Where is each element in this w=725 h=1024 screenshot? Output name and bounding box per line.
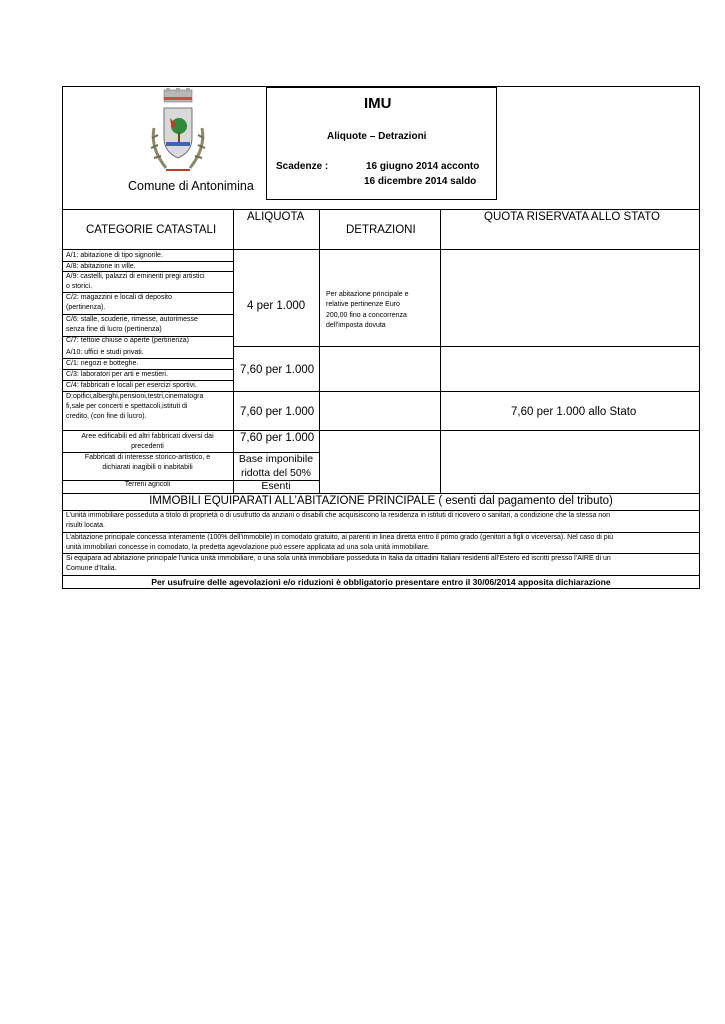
category-item: C/1: negozi e botteghe. [66, 360, 139, 367]
category-item: (pertinenza). [66, 304, 106, 311]
row-label: Fabbricati di interesse storico-artistico, e [84, 454, 211, 461]
category-item: o storici. [66, 283, 93, 290]
equiparati-paragraph: unità immobiliari concesse in comodato, la predetta agevolazione può essere applicata ad una sola unità immobiliare. [66, 544, 430, 551]
deduction-text: relative pertinenze Euro [326, 301, 400, 308]
rate-historic: ridotta del 50% [240, 467, 312, 479]
category-item: C/4: fabbricati e locali per esercizi sportivi. [66, 382, 197, 389]
rate-historic: Base imponibile [238, 453, 314, 465]
deduction-text: Per abitazione principale e [326, 291, 409, 298]
equiparati-paragraph: L’abitazione principale concessa interamente (100% dell’immobile) in comodato gratuito, ai parenti in linea diretta entro il primo grado (genitori a figli o viceversa). Nel caso di più [66, 534, 614, 541]
category-item: C/7: tettoie chiuse o aperte (pertinenza) [66, 337, 189, 344]
state-share-value: 7,60 per 1.000 allo Stato [511, 406, 637, 418]
rate-group-2: 7,60 per 1.000 [240, 364, 315, 376]
category-item: C/2: magazzini e locali di deposito [66, 294, 172, 301]
category-item: credito, (con fine di lucro). [66, 413, 147, 420]
category-item: fi,sale per concerti e spettacoli,istituti di [66, 403, 188, 410]
row-label: precedenti [131, 443, 164, 450]
deduction-text: 200,00 fino a concorrenza [326, 312, 407, 319]
category-item: C/3: laboratori per arti e mestieri. [66, 371, 168, 378]
municipality-name: Comune di Antonimina [128, 179, 254, 193]
column-header-state-share: QUOTA RISERVATA ALLO STATO [484, 211, 660, 223]
coat-of-arms-icon [146, 88, 210, 180]
deduction-text: dell'imposta dovuta [326, 322, 386, 329]
row-label: Terreni agricoli [124, 481, 171, 488]
row-label: dichiarati inagibili o inabitabili [102, 464, 193, 471]
category-item: A/1: abitazione di tipo signorile. [66, 252, 163, 259]
deadline-first: 16 giugno 2014 acconto [366, 161, 480, 172]
column-header-rate: ALIQUOTA [247, 211, 305, 223]
category-item: A/9: castelli, palazzi di eminenti pregi artistici [66, 273, 205, 280]
declaration-footer: Per usufruire delle agevolazioni e/o riduzioni è obbligatorio presentare entro il 30/06/2014 apposita dichiarazione [151, 577, 611, 587]
category-item: C/6: stalle, scuderie, rimesse, autorimesse [66, 316, 198, 323]
column-header-categories: CATEGORIE CATASTALI [86, 224, 217, 236]
category-item: senza fine di lucro (pertinenza) [66, 326, 162, 333]
rate-land: 7,60 per 1.000 [240, 432, 315, 444]
rate-agricultural: Esenti [261, 480, 291, 492]
equiparati-paragraph: L’unità immobiliare posseduta a titolo di proprietà o di usufrutto da anziani o disabili che acquisiscono la residenza in istituti di ricovero o sanitari, a condizione che la stessa non [66, 512, 610, 519]
category-item: A/8: abitazione in ville. [66, 263, 136, 270]
deadline-second: 16 dicembre 2014 saldo [364, 176, 477, 187]
equiparati-title: IMMOBILI EQUIPARATI ALL’ABITAZIONE PRINCIPALE ( esenti dal pagamento del tributo) [149, 495, 613, 507]
row-label: Aree edificabili ed altri fabbricati diversi dai [81, 433, 214, 440]
category-item: D:opifici,alberghi,pensioni,testri,cinematogra [66, 393, 204, 400]
deadlines-label: Scadenze : [276, 161, 329, 172]
equiparati-paragraph: risulti locata. [66, 522, 105, 529]
document-title: IMU [364, 95, 392, 112]
equiparati-paragraph: Comune d’Italia. [66, 565, 117, 572]
rate-group-1: 4 per 1.000 [247, 300, 306, 312]
rate-group-3: 7,60 per 1.000 [240, 406, 315, 418]
equiparati-paragraph: Si equipara ad abitazione principale l’unica unità immobiliare, o una sola unità immobiliare posseduta in Italia da cittadini Italiani residenti all’Estero ed iscritti presso l’AIRE di un [66, 555, 611, 562]
document-subtitle: Aliquote – Detrazioni [327, 131, 427, 142]
column-header-deductions: DETRAZIONI [346, 224, 416, 236]
category-item: A/10: uffici e studi privati. [66, 349, 144, 356]
